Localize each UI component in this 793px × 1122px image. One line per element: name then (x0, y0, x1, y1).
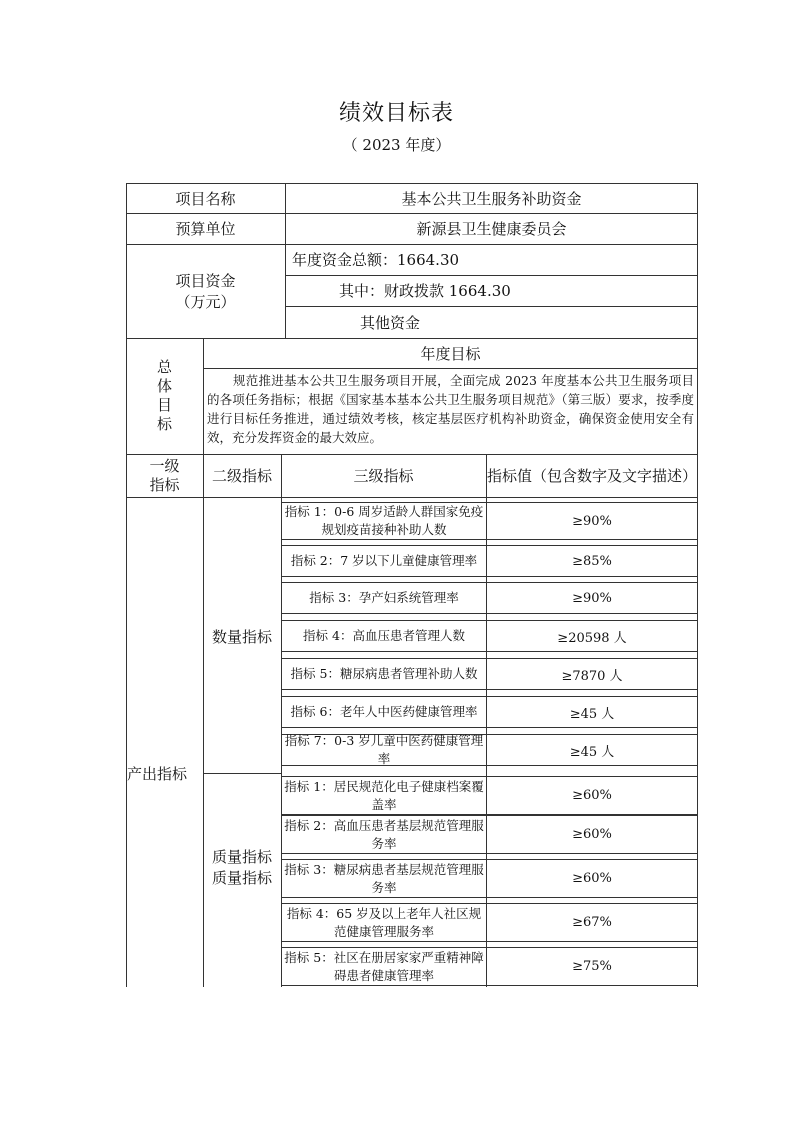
project-fund-label (126, 244, 285, 338)
indicator-value: ≥60% (572, 788, 612, 803)
indicator-value: ≥90% (572, 513, 612, 529)
output-indicator-label: 产出指标 (126, 764, 187, 783)
level3-header: 三级指标 (353, 467, 414, 485)
indicator-name: 指标 2：高血压患者基层规范管理服务率 (284, 817, 484, 851)
indicator-name: 指标 5：糖尿病患者管理补助人数 (290, 666, 478, 681)
indicator-value: ≥60% (572, 871, 612, 886)
level2-header: 二级指标 (211, 467, 272, 485)
rule (203, 497, 204, 987)
indicator-name: 指标 1：居民规范化电子健康档案覆盖率 (284, 778, 484, 812)
indicator-value: ≥60% (572, 827, 612, 842)
rule (203, 773, 282, 774)
overall-goal-label (126, 338, 203, 454)
quality-indicator-label (203, 843, 281, 893)
project-name-label: 项目名称 (175, 190, 236, 208)
indicator-name: 指标 4：65 岁及以上老年人社区规范健康管理服务率 (286, 905, 482, 939)
level1-header-line2: 指标 (149, 475, 180, 494)
budget-unit-value: 新源县卫生健康委员会 (416, 220, 567, 238)
page-subtitle: （ 2023 年度） (342, 136, 451, 154)
indicator-name: 指标 2：7 岁以下儿童健康管理率 (290, 553, 478, 568)
quality-indicator-line1: 质量指标 (211, 848, 272, 866)
value-header: 指标值（包含数字及文字描述） (486, 467, 697, 485)
level1-header (126, 454, 203, 497)
rule (126, 497, 698, 498)
indicator-name: 指标 7：0-3 岁儿童中医药健康管理率 (284, 733, 484, 766)
indicator-name: 指标 5：社区在册居家家严重精神障碍患者健康管理率 (284, 949, 484, 983)
indicator-value: ≥45 人 (569, 744, 615, 760)
fund-other: 其他资金 (359, 313, 420, 332)
indicator-name: 指标 3：孕产妇系统管理率 (309, 590, 459, 605)
indicator-name: 指标 4：高血压患者管理人数 (303, 628, 465, 643)
indicator-value: ≥67% (572, 915, 612, 930)
overall-goal-char: 目 (156, 396, 172, 414)
indicator-value: ≥45 人 (569, 706, 615, 722)
fund-finance: 其中：财政拨款 1664.30 (339, 282, 511, 300)
overall-goal-char: 体 (156, 377, 172, 395)
indicator-value: ≥85% (572, 553, 612, 569)
level1-header-line1: 一级 (149, 456, 180, 475)
indicator-value: ≥7870 人 (561, 668, 623, 684)
performance-table (126, 183, 698, 987)
fund-total: 年度资金总额：1664.30 (292, 251, 460, 269)
annual-goal-label: 年度目标 (420, 344, 481, 363)
project-name-value: 基本公共卫生服务补助资金 (401, 190, 582, 208)
indicator-name: 指标 1：0-6 周岁适龄人群国家免疫规划疫苗接种补助人数 (284, 504, 484, 537)
indicator-name: 指标 3：糖尿病患者基层规范管理服务率 (284, 861, 484, 895)
page-title: 绩效目标表 (338, 101, 454, 126)
overall-goal-char: 标 (156, 415, 172, 433)
quality-indicator-line2: 质量指标 (211, 869, 272, 887)
budget-unit-label: 预算单位 (175, 220, 236, 238)
indicator-value: ≥75% (572, 959, 612, 974)
indicator-value: ≥20598 人 (557, 630, 627, 646)
overall-goal-char: 总 (156, 358, 172, 376)
quantity-indicator-label: 数量指标 (211, 627, 272, 646)
indicator-value: ≥90% (572, 590, 612, 606)
project-fund-label-line2: （万元） (175, 293, 236, 311)
indicator-name: 指标 6：老年人中医药健康管理率 (290, 704, 478, 719)
annual-goal-text: 规范推进基本公共卫生服务项目开展，全面完成 2023 年度基本公共卫生服务项目的各项任务指标；根据《国家基本基本公共卫生服务项目规范》（第三版）要求，按季度进行目标任务推进，通过绩效考核，核定基层医疗机构补助资金，确保资金使用安全有效，充分发挥资金的最大效应。 (207, 373, 694, 445)
project-fund-label-line1: 项目资金 (175, 272, 236, 290)
